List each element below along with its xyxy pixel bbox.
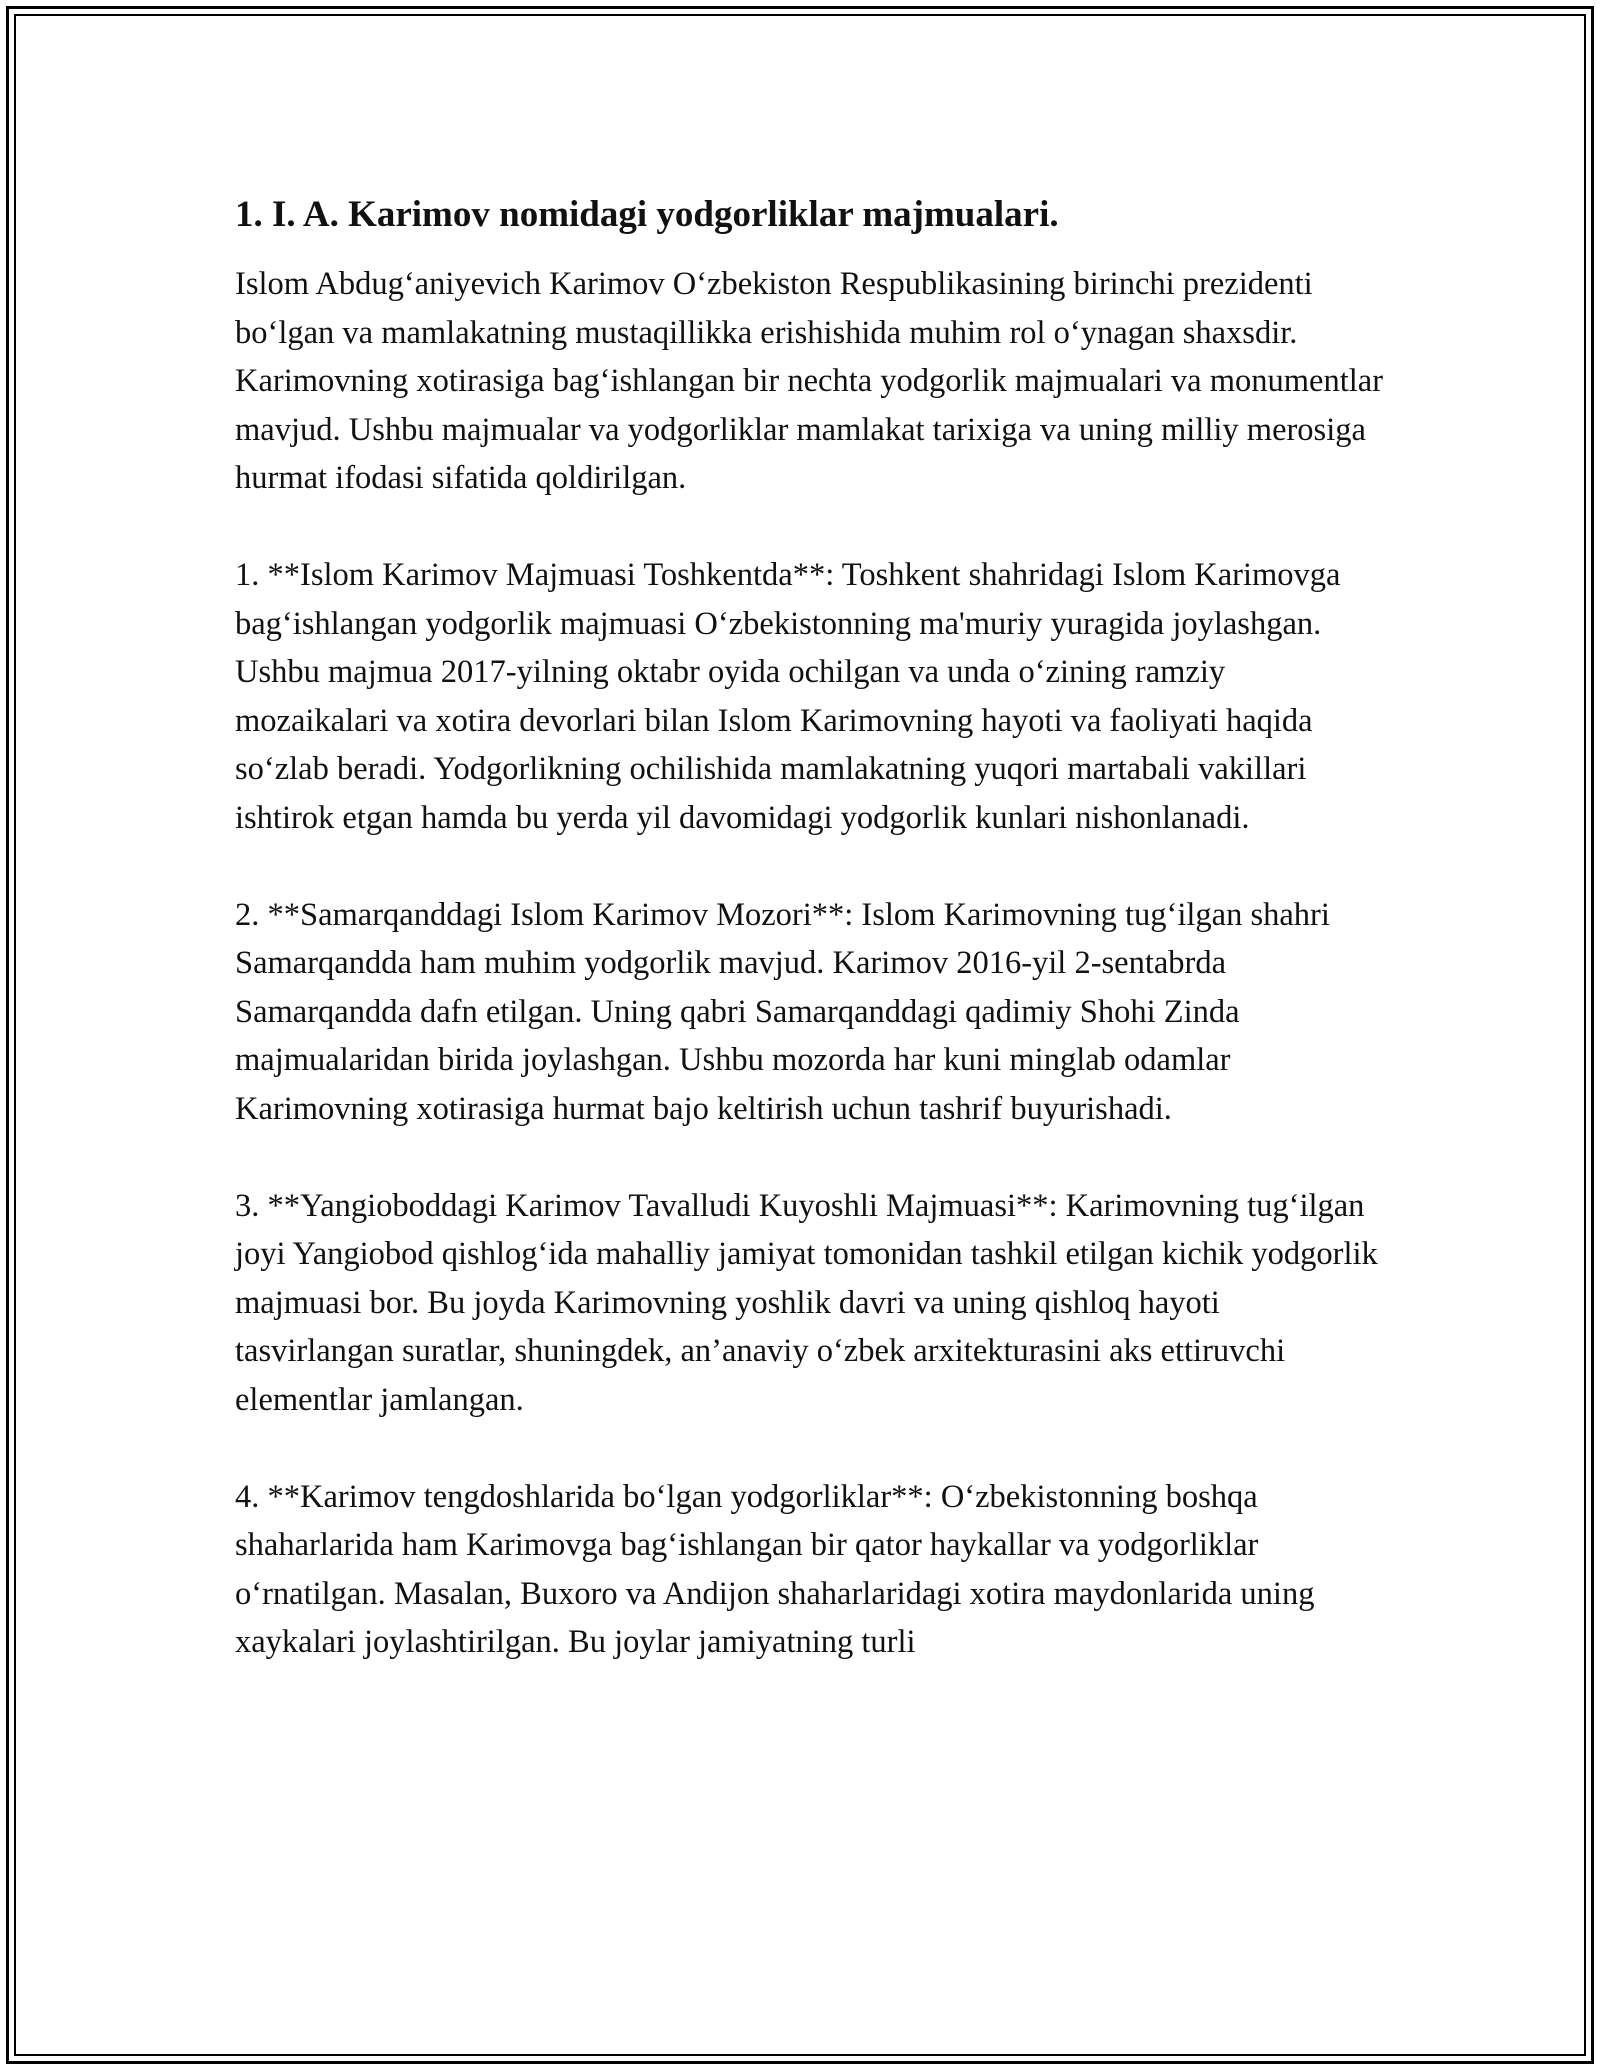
paragraph-item-1: 1. **Islom Karimov Majmuasi Toshkentda**: Toshkent shahridagi Islom Karimovga bag‘ishlangan yodgorlik majmuasi O‘zbekistonning ma'muriy yuragida joylashgan. Ushbu majmua 2017-yilning oktabr oyida ochilgan va unda o‘zining ramziy mozaikalari va xotira devorlari bilan Islom Karimovning hayoti va faoliyati haqida so‘zlab beradi. Yodgorlikning ochilishida mamlakatning yuqori martabali vakillari ishtirok etgan hamda bu yerda yil davomidagi yodgorlik kunlari nishonlanadi. — [235, 557, 1341, 836]
document-body — [235, 190, 1385, 1715]
paragraph-item-3: 3. **Yangioboddagi Karimov Tavalludi Kuyoshli Majmuasi**: Karimovning tug‘ilgan joyi Yangiobod qishlog‘ida mahalliy jamiyat tomonidan tashkil etilgan kichik yodgorlik majmuasi bor. Bu joyda Karimovning yoshlik davri va uning qishloq hayoti tasvirlangan suratlar, shuningdek, an’anaviy o‘zbek arxitekturasini aks ettiruvchi elementlar jamlangan. — [235, 1187, 1378, 1418]
paragraph-item-4: 4. **Karimov tengdoshlarida bo‘lgan yodgorliklar**: O‘zbekistonning boshqa shaharlarida ham Karimovga bag‘ishlangan bir qator haykallar va yodgorliklar o‘rnatilgan. Masalan, Buxoro va Andijon shaharlaridagi xotira maydonlarida uning xaykalari joylashtirilgan. Bu joylar jamiyatning turli — [235, 1478, 1315, 1660]
paragraph-item-2: 2. **Samarqanddagi Islom Karimov Mozori**: Islom Karimovning tug‘ilgan shahri Samarqandda ham muhim yodgorlik mavjud. Karimov 2016-yil 2-sentabrda Samarqandda dafn etilgan. Uning qabri Samarqanddagi qadimiy Shohi Zinda majmualaridan birida joylashgan. Ushbu mozorda har kuni minglab odamlar Karimovning xotirasiga hurmat bajo keltirish uchun tashrif buyurishadi. — [235, 896, 1330, 1127]
section-heading: 1. I. A. Karimov nomidagi yodgorliklar majmualari. — [235, 194, 1059, 235]
paragraph-intro: Islom Abdug‘aniyevich Karimov O‘zbekiston Respublikasining birinchi prezidenti bo‘lgan va mamlakatning mustaqillikka erishishida muhim rol o‘ynagan shaxsdir. Karimovning xotirasiga bag‘ishlangan bir nechta yodgorlik majmualari va monumentlar mavjud. Ushbu majmualar va yodgorliklar mamlakat tarixiga va uning milliy merosiga hurmat ifodasi sifatida qoldirilgan. — [235, 266, 1384, 496]
